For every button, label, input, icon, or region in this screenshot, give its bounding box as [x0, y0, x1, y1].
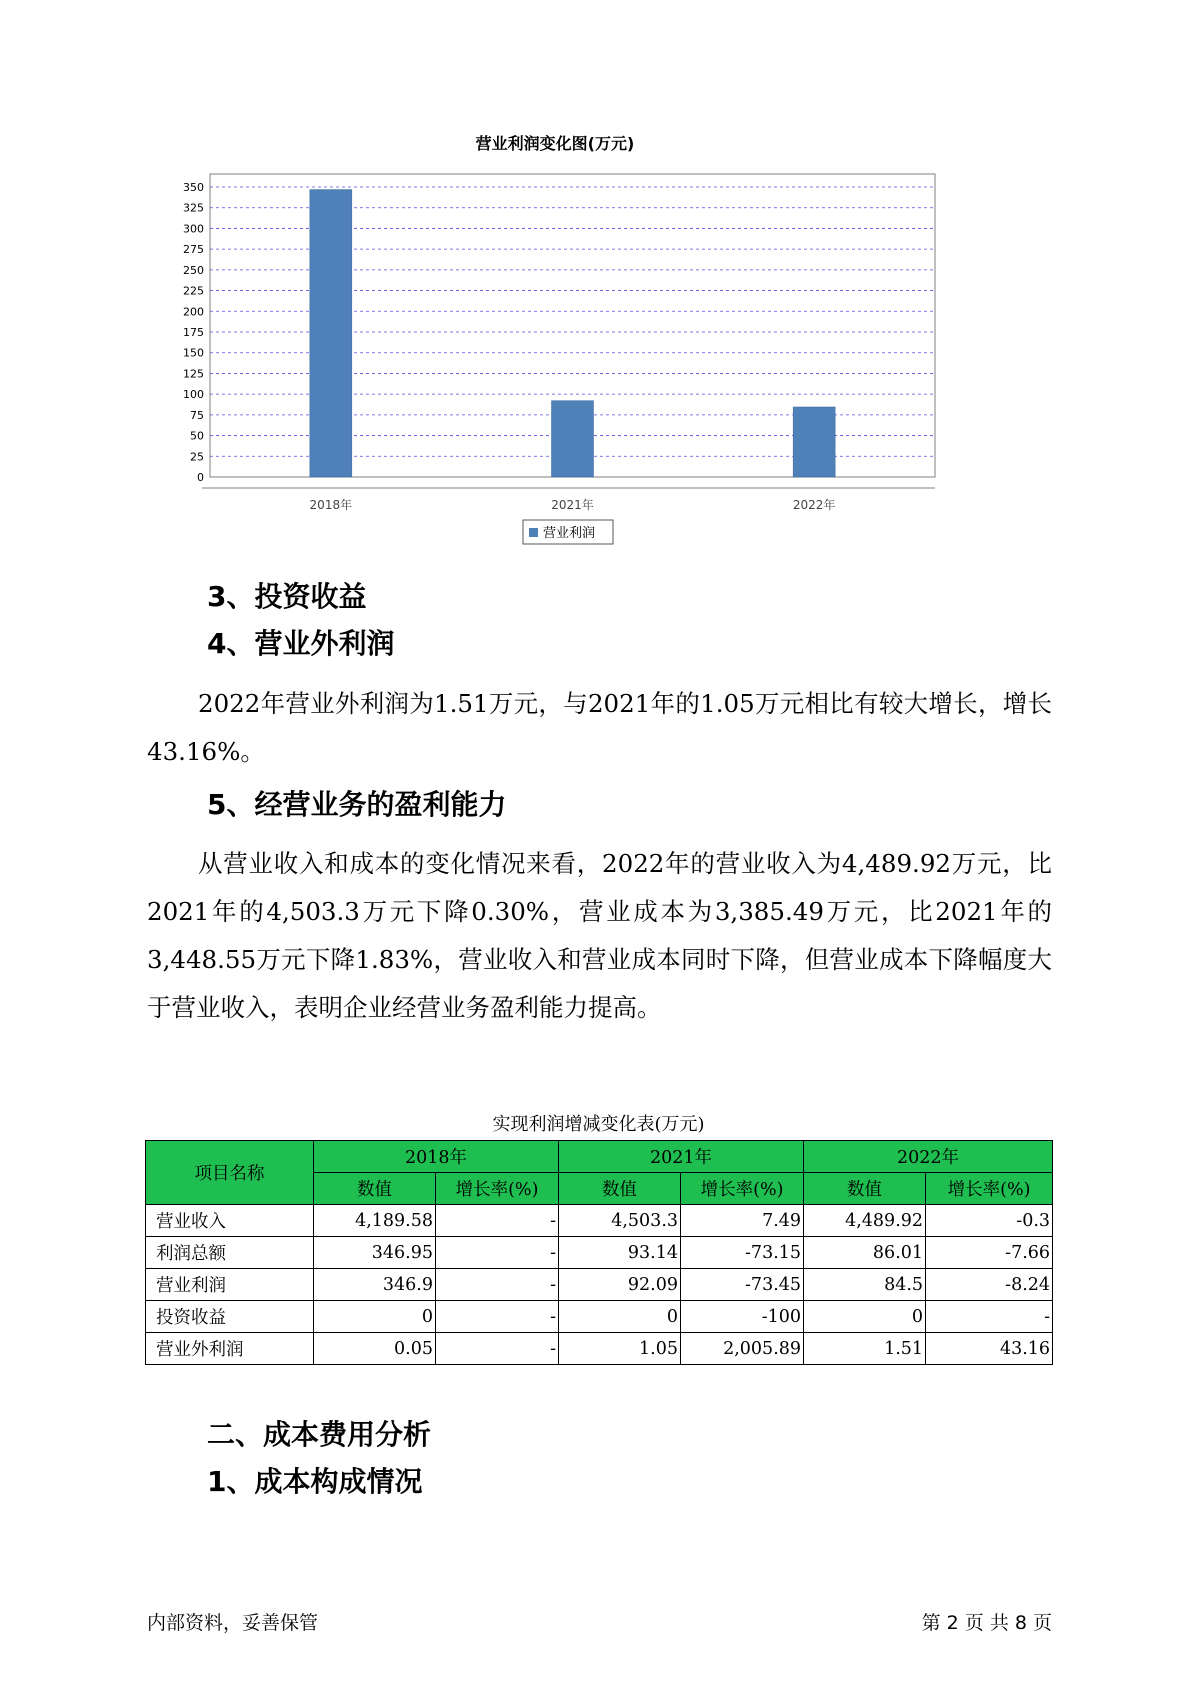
table-cell: - [436, 1237, 559, 1269]
y-tick-label: 75 [190, 408, 204, 422]
y-tick-label: 50 [190, 429, 204, 443]
section-heading-cost-analysis: 二、成本费用分析 [207, 1418, 432, 1451]
section-heading-cost-composition: 1、成本构成情况 [207, 1465, 423, 1498]
section-heading-non-operating-profit: 4、营业外利润 [207, 627, 395, 660]
header-year: 2018年 [314, 1141, 559, 1173]
header-growth-rate: 增长率(%) [436, 1173, 559, 1205]
table-caption: 实现利润增减变化表(万元) [492, 1114, 705, 1135]
legend-label: 营业利润 [543, 526, 596, 541]
legend-swatch [529, 528, 538, 537]
table-cell: - [436, 1301, 559, 1333]
y-tick-label: 175 [183, 326, 204, 339]
paragraph-non-operating-profit: 2022年营业外利润为1.51万元，与2021年的1.05万元相比有较大增长，增长43.16%。 [147, 689, 1052, 766]
bar [793, 407, 835, 477]
table-cell: 1.05 [559, 1333, 681, 1365]
row-label: 利润总额 [146, 1237, 314, 1269]
x-tick-label: 2018年 [309, 498, 353, 512]
x-tick-label: 2022年 [792, 498, 836, 512]
table-cell: 7.49 [681, 1205, 804, 1237]
footer-confidential-note: 内部资料，妥善保管 [147, 1612, 319, 1634]
table-row [146, 1333, 1053, 1365]
table-row [146, 1237, 1053, 1269]
y-tick-label: 325 [183, 201, 204, 215]
header-item-name: 项目名称 [146, 1141, 314, 1205]
bar [310, 190, 352, 477]
table-cell: -0.3 [926, 1205, 1053, 1237]
table-cell: 346.95 [314, 1237, 436, 1269]
y-tick-label: 0 [197, 471, 204, 484]
table-cell: - [436, 1333, 559, 1365]
table-row [146, 1205, 1053, 1237]
table-cell: 93.14 [559, 1237, 681, 1269]
header-year: 2021年 [559, 1141, 804, 1173]
header-growth-rate: 增长率(%) [926, 1173, 1053, 1205]
table-cell: 0 [804, 1301, 926, 1333]
table-cell: 0 [314, 1301, 436, 1333]
y-tick-label: 100 [183, 388, 204, 402]
y-tick-label: 250 [183, 263, 204, 277]
table-cell: -73.45 [681, 1269, 804, 1301]
section-heading-investment-income: 3、投资收益 [207, 580, 367, 613]
plot-area [183, 174, 935, 544]
table-cell: 4,503.3 [559, 1205, 681, 1237]
y-tick-label: 125 [183, 367, 204, 381]
row-label: 营业利润 [146, 1269, 314, 1301]
y-tick-label: 25 [190, 450, 204, 464]
header-growth-rate: 增长率(%) [681, 1173, 804, 1205]
table-cell: - [436, 1269, 559, 1301]
row-label: 营业收入 [146, 1205, 314, 1237]
section-heading-profitability: 5、经营业务的盈利能力 [207, 788, 507, 821]
header-value: 数值 [804, 1173, 926, 1205]
row-label: 营业外利润 [146, 1333, 314, 1365]
table-row [146, 1269, 1053, 1301]
header-value: 数值 [559, 1173, 681, 1205]
table-cell: -8.24 [926, 1269, 1053, 1301]
profit-change-table [145, 1140, 1053, 1365]
operating-profit-chart [160, 135, 1030, 595]
table-row [146, 1301, 1053, 1333]
table-cell: 84.5 [804, 1269, 926, 1301]
table-cell: 43.16 [926, 1333, 1053, 1365]
table-cell: 2,005.89 [681, 1333, 804, 1365]
y-tick-label: 200 [183, 305, 204, 319]
table-cell: 92.09 [559, 1269, 681, 1301]
header-year: 2022年 [804, 1141, 1053, 1173]
bar [552, 401, 594, 477]
table-cell: -73.15 [681, 1237, 804, 1269]
table-cell: -100 [681, 1301, 804, 1333]
y-tick-label: 225 [183, 284, 204, 298]
table-cell: 0 [559, 1301, 681, 1333]
table-cell: 346.9 [314, 1269, 436, 1301]
chart-title: 营业利润变化图(万元) [475, 135, 635, 153]
table-cell: 86.01 [804, 1237, 926, 1269]
x-tick-label: 2021年 [551, 498, 594, 512]
row-label: 投资收益 [146, 1301, 314, 1333]
header-value: 数值 [314, 1173, 436, 1205]
y-tick-label: 350 [183, 181, 204, 194]
table-cell: - [926, 1301, 1053, 1333]
table-cell: 4,489.92 [804, 1205, 926, 1237]
table-cell: 4,189.58 [314, 1205, 436, 1237]
table-cell: 0.05 [314, 1333, 436, 1365]
y-tick-label: 150 [183, 346, 204, 360]
paragraph-profitability: 从营业收入和成本的变化情况来看，2022年的营业收入为4,489.92万元，比2021年的4,503.3万元下降0.30%，营业成本为3,385.49万元，比2021年的3,448.55万元下降1.83%，营业收入和营业成本同时下降，但营业成本下降幅度大于营业收入，表明企业经营业务盈利能力提高。 [147, 849, 1052, 1022]
table-cell: - [436, 1205, 559, 1237]
table-cell: 1.51 [804, 1333, 926, 1365]
y-tick-label: 300 [183, 222, 204, 236]
table-cell: -7.66 [926, 1237, 1053, 1269]
footer-page-number: 第 2 页 共 8 页 [921, 1612, 1052, 1634]
y-tick-label: 275 [183, 243, 204, 257]
